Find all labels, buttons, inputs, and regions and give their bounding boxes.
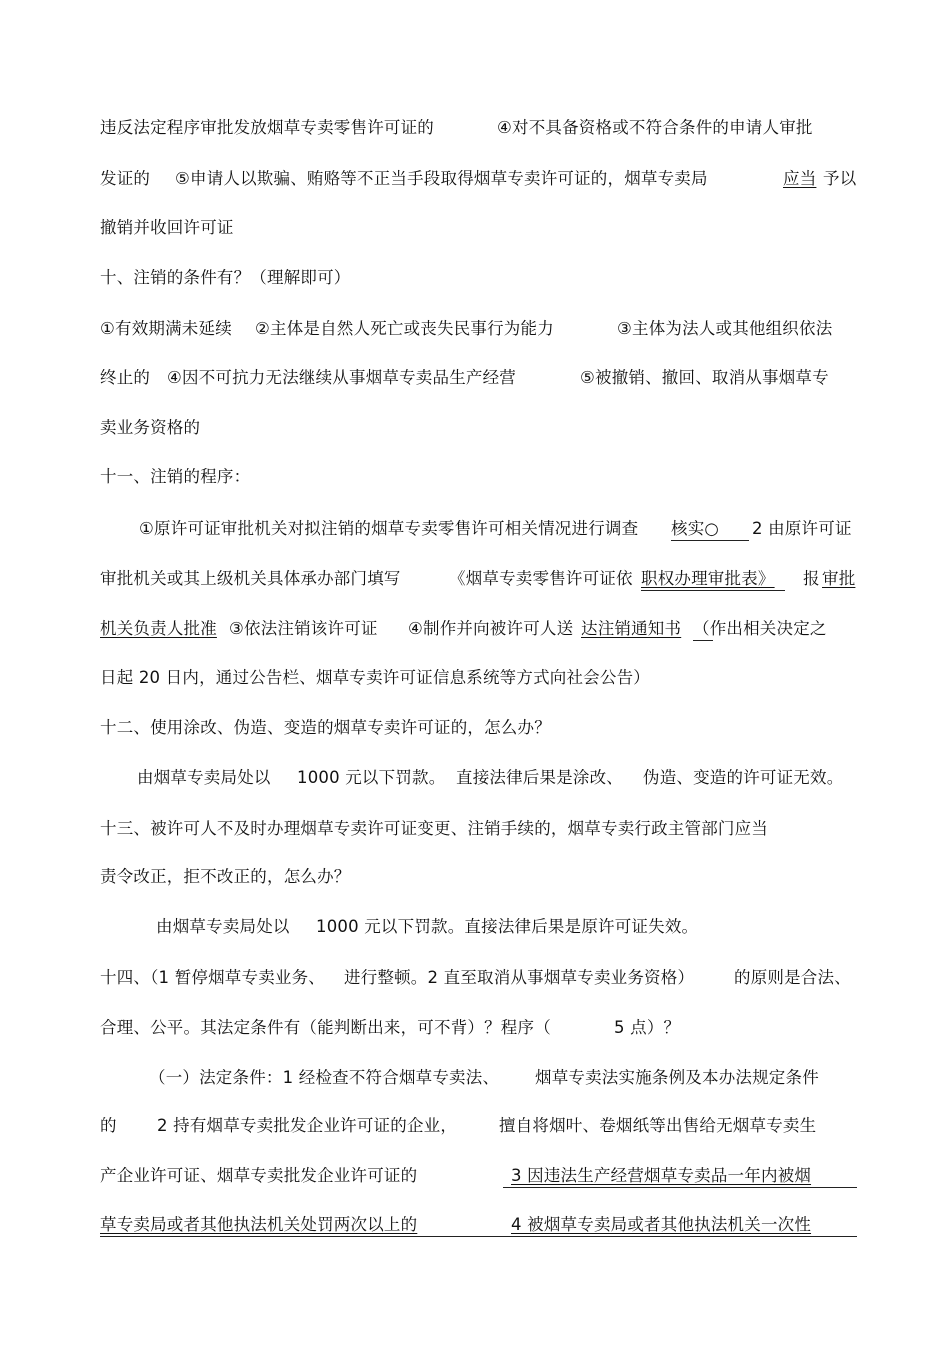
text-line xyxy=(100,1016,551,1040)
text-line xyxy=(823,167,856,191)
text-segment: 机关负责人批准 xyxy=(100,619,217,638)
text-segment: 由烟草专卖局处以 xyxy=(137,768,271,787)
text-segment: ④制作并向被许可人送 xyxy=(408,619,574,638)
underlined-text xyxy=(822,567,855,591)
text-line xyxy=(617,317,832,341)
text-line xyxy=(734,966,851,990)
text-line xyxy=(297,766,445,790)
text-segment: 违反法定程序审批发放烟草专卖零售许可证的 xyxy=(100,118,434,137)
text-line xyxy=(449,567,633,591)
text-segment: 2 由原许可证 xyxy=(752,519,852,538)
text-segment: ④因不可抗力无法继续从事烟草专卖品生产经营 xyxy=(167,368,516,387)
text-segment: 产企业许可证、烟草专卖批发企业许可证的 xyxy=(100,1166,418,1185)
text-line xyxy=(614,1016,680,1040)
text-segment: 报 xyxy=(803,569,820,588)
text-segment: 职权办理审批表》 xyxy=(641,569,775,588)
text-line xyxy=(100,1164,417,1188)
text-line xyxy=(100,216,234,240)
text-segment: 十、注销的条件有？（理解即可） xyxy=(100,268,351,287)
text-segment: 终止的 xyxy=(100,368,151,387)
text-segment: 擅自将烟叶、卷烟纸等出售给无烟草专卖生 xyxy=(499,1116,817,1135)
text-line xyxy=(156,915,290,939)
text-segment: 责令改正，拒不改正的，怎么办？ xyxy=(100,867,351,886)
text-segment: 2 持有烟草专卖批发企业许可证的企业， xyxy=(157,1116,458,1135)
text-segment: 核实○ xyxy=(671,519,719,538)
text-segment: ⑤申请人以欺骗、贿赂等不正当手段取得烟草专卖许可证的，烟草专卖局 xyxy=(175,169,708,188)
section-heading xyxy=(100,266,351,290)
text-line xyxy=(137,766,271,790)
underlined-text xyxy=(641,567,775,591)
text-segment: 发证的 xyxy=(100,169,151,188)
text-line xyxy=(255,317,554,341)
text-segment: 审批机关或其上级机关具体承办部门填写 xyxy=(100,569,401,588)
text-segment: ①原许可证审批机关对拟注销的烟草专卖零售许可相关情况进行调查 xyxy=(139,519,639,538)
text-segment: 的 xyxy=(100,1116,117,1135)
text-line xyxy=(580,366,829,390)
text-segment: 1000 元以下罚款。 xyxy=(297,768,446,787)
text-line xyxy=(643,766,843,790)
text-segment: 的原则是合法、 xyxy=(734,968,851,987)
text-segment: 《烟草专卖零售许可证依 xyxy=(449,569,633,588)
text-segment: 草专卖局或者其他执法机关处罚两次以上的 xyxy=(100,1215,418,1234)
text-line xyxy=(149,1066,499,1090)
text-line xyxy=(157,1114,457,1138)
text-segment: 3 因违法生产经营烟草专卖品一年内被烟 xyxy=(511,1166,812,1185)
text-segment: 十三、被许可人不及时办理烟草专卖许可证变更、注销手续的，烟草专卖行政主管部门应当 xyxy=(100,819,768,838)
text-segment: 十二、使用涂改、伪造、变造的烟草专卖许可证的，怎么办？ xyxy=(100,718,551,737)
section-heading xyxy=(100,716,551,740)
text-segment: 日起 20 日内，通过公告栏、烟草专卖许可证信息系统等方式向社会公告） xyxy=(100,668,650,687)
text-line xyxy=(100,666,650,690)
underline-rule xyxy=(641,590,785,591)
text-line xyxy=(499,1114,816,1138)
section-heading xyxy=(100,817,768,841)
text-segment: 伪造、变造的许可证无效。 xyxy=(643,768,844,787)
text-line xyxy=(100,416,200,440)
text-segment: 十一、注销的程序： xyxy=(100,467,251,486)
text-segment: 卖业务资格的 xyxy=(100,418,201,437)
text-line xyxy=(100,167,150,191)
text-segment: 合理、公平。其法定条件有（能判断出来，可不背）？程序（ xyxy=(100,1018,551,1037)
text-line xyxy=(316,915,698,939)
text-segment: 由烟草专卖局处以 xyxy=(156,917,290,936)
text-line xyxy=(456,766,623,790)
text-segment: ③依法注销该许可证 xyxy=(229,619,378,638)
text-segment: （作出相关决定之 xyxy=(693,619,827,638)
underlined-text xyxy=(511,1213,811,1237)
text-line xyxy=(803,567,820,591)
text-line xyxy=(535,1066,819,1090)
underline-rule xyxy=(693,640,713,641)
text-segment: 予以 xyxy=(823,169,857,188)
underline-rule xyxy=(503,1187,857,1188)
text-line xyxy=(100,116,434,140)
text-line xyxy=(497,116,813,140)
text-segment: 5 点）？ xyxy=(614,1018,681,1037)
text-line xyxy=(671,517,719,541)
text-segment: ⑤被撤销、撤回、取消从事烟草专 xyxy=(580,368,829,387)
text-segment: 1000 元以下罚款。直接法律后果是原许可证失效。 xyxy=(316,917,699,936)
text-segment: 应当 xyxy=(783,169,817,188)
text-line xyxy=(693,617,827,641)
text-line xyxy=(139,517,638,541)
text-segment: 烟草专卖法实施条例及本办法规定条件 xyxy=(535,1068,819,1087)
text-line xyxy=(100,1114,117,1138)
text-line xyxy=(229,617,378,641)
underlined-text xyxy=(783,167,816,191)
underlined-text xyxy=(100,617,217,641)
text-line xyxy=(100,567,401,591)
text-segment: ①有效期满未延续 xyxy=(100,319,232,338)
text-segment: ③主体为法人或其他组织依法 xyxy=(617,319,833,338)
underlined-text xyxy=(581,617,681,641)
section-heading xyxy=(100,966,325,990)
text-segment: 4 被烟草专卖局或者其他执法机关一次性 xyxy=(511,1215,812,1234)
text-segment: ②主体是自然人死亡或丧失民事行为能力 xyxy=(255,319,554,338)
underlined-text xyxy=(511,1164,811,1188)
text-line xyxy=(100,366,150,390)
text-line xyxy=(344,966,694,990)
text-segment: 审批 xyxy=(822,569,856,588)
text-line xyxy=(752,517,852,541)
underline-rule xyxy=(671,540,749,541)
text-segment: 进行整顿。2 直至取消从事烟草专卖业务资格） xyxy=(344,968,695,987)
text-line xyxy=(100,865,351,889)
text-segment: ④对不具备资格或不符合条件的申请人审批 xyxy=(497,118,813,137)
text-segment: 撤销并收回许可证 xyxy=(100,218,234,237)
text-segment: 十四、（1 暂停烟草专卖业务、 xyxy=(100,968,325,987)
section-heading xyxy=(100,465,250,489)
text-segment: 达注销通知书 xyxy=(581,619,682,638)
text-segment: 直接法律后果是涂改、 xyxy=(456,768,623,787)
text-line xyxy=(167,366,516,390)
text-segment: （一）法定条件：1 经检查不符合烟草专卖法、 xyxy=(149,1068,500,1087)
text-line xyxy=(100,317,232,341)
text-line xyxy=(175,167,708,191)
text-line xyxy=(408,617,573,641)
underline-rule xyxy=(100,1236,857,1237)
underlined-text xyxy=(100,1213,417,1237)
